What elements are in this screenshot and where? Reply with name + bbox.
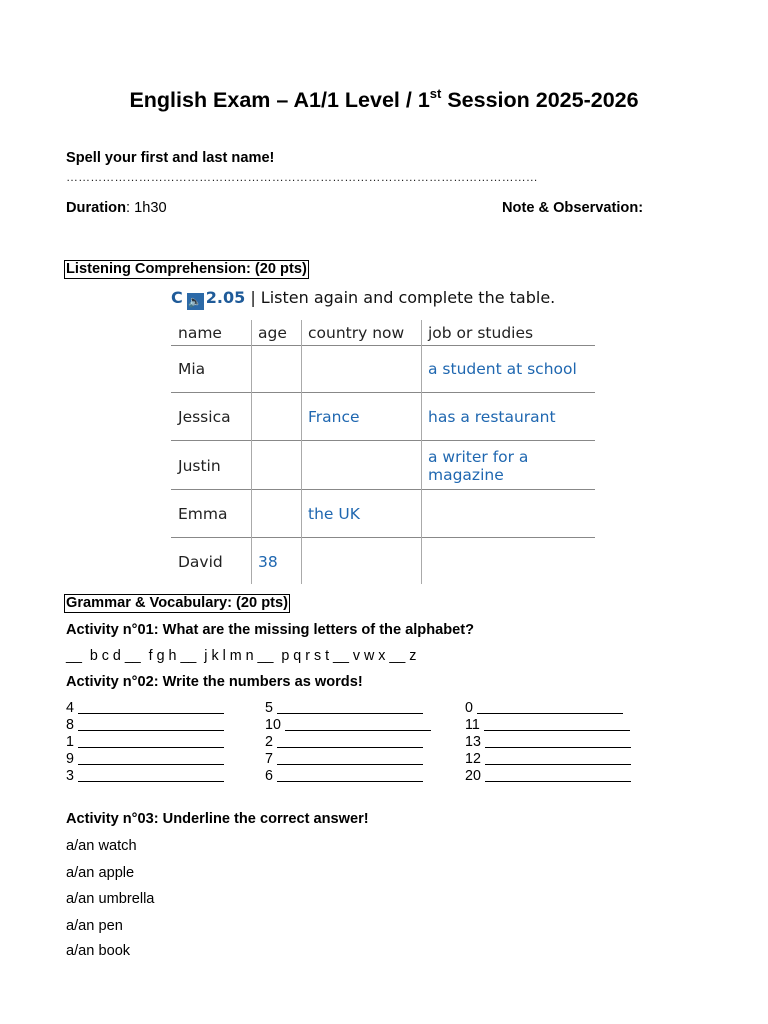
col-header-age: age (258, 324, 287, 342)
audio-speaker-icon: 🔈 (188, 295, 203, 308)
exercise-letter: C (171, 288, 183, 307)
table-line (171, 392, 595, 393)
number-item[interactable]: 5 (265, 700, 423, 716)
table-line (301, 320, 302, 584)
exam-title (0, 86, 768, 113)
number-item[interactable]: 8 (66, 717, 224, 733)
number-item[interactable]: 2 (265, 734, 423, 750)
table-line (171, 345, 595, 346)
table-line (421, 320, 422, 584)
row-job: a student at school (428, 360, 577, 378)
answer-option[interactable]: a/an umbrella (66, 891, 155, 907)
col-header-country: country now (308, 324, 405, 342)
row-country: the UK (308, 505, 360, 523)
row-name: Emma (178, 505, 228, 523)
instruction-text: | Listen again and complete the table. (250, 288, 556, 307)
row-name: Mia (178, 360, 206, 378)
title-superscript: st (429, 86, 442, 101)
number-item[interactable]: 0 (465, 700, 623, 716)
duration (66, 200, 167, 216)
col-header-name: name (178, 324, 222, 342)
answer-option[interactable]: a/an book (66, 943, 131, 959)
answer-option[interactable]: a/an apple (66, 865, 135, 881)
listening-section-title: Listening Comprehension: (20 pts) (66, 261, 307, 277)
number-item[interactable]: 9 (66, 751, 224, 767)
number-item[interactable]: 1 (66, 734, 224, 750)
row-job: a writer for a (428, 448, 529, 466)
grammar-section-title: Grammar & Vocabulary: (20 pts) (66, 595, 288, 611)
note-observation-label: Note & Observation: (502, 200, 644, 216)
number-item[interactable]: 6 (265, 768, 423, 784)
audio-code: 2.05 (205, 288, 246, 307)
answer-option[interactable]: a/an watch (66, 838, 137, 854)
row-name: David (178, 553, 223, 571)
activity1-title: Activity n°01: What are the missing letters of the alphabet? (66, 622, 475, 638)
col-header-job: job or studies (428, 324, 534, 342)
row-name: Jessica (178, 408, 231, 426)
number-item[interactable]: 10 (265, 717, 431, 733)
table-instruction (171, 288, 555, 310)
duration-value: : 1h30 (126, 200, 167, 216)
row-job-line2: magazine (428, 466, 504, 484)
activity3-title: Activity n°03: Underline the correct answer! (66, 811, 369, 827)
number-item[interactable]: 4 (66, 700, 224, 716)
number-item[interactable]: 3 (66, 768, 224, 784)
row-name: Justin (178, 457, 221, 475)
number-item[interactable]: 20 (465, 768, 631, 784)
row-job: has a restaurant (428, 408, 556, 426)
title-main: English Exam – A1/1 Level / 1 (129, 88, 430, 112)
table-line (171, 440, 595, 441)
table-line (251, 320, 252, 584)
number-item[interactable]: 11 (465, 717, 630, 733)
listening-table (171, 288, 601, 586)
alphabet-line[interactable]: __ b c d __ f g h __ j k l m n __ p q r s t __ v w x __ z (66, 648, 417, 664)
number-item[interactable]: 12 (465, 751, 631, 767)
row-age: 38 (258, 553, 278, 571)
name-dotted-line[interactable]: ……………………………………………………………………………………………………… (66, 170, 538, 184)
title-end: Session 2025-2026 (441, 88, 639, 112)
number-item[interactable]: 7 (265, 751, 423, 767)
table-line (171, 537, 595, 538)
activity2-title: Activity n°02: Write the numbers as words! (66, 674, 363, 690)
name-prompt: Spell your first and last name! (66, 150, 275, 166)
table-line (171, 489, 595, 490)
duration-label: Duration (66, 200, 126, 216)
number-item[interactable]: 13 (465, 734, 631, 750)
answer-option[interactable]: a/an pen (66, 918, 123, 934)
row-country: France (308, 408, 360, 426)
